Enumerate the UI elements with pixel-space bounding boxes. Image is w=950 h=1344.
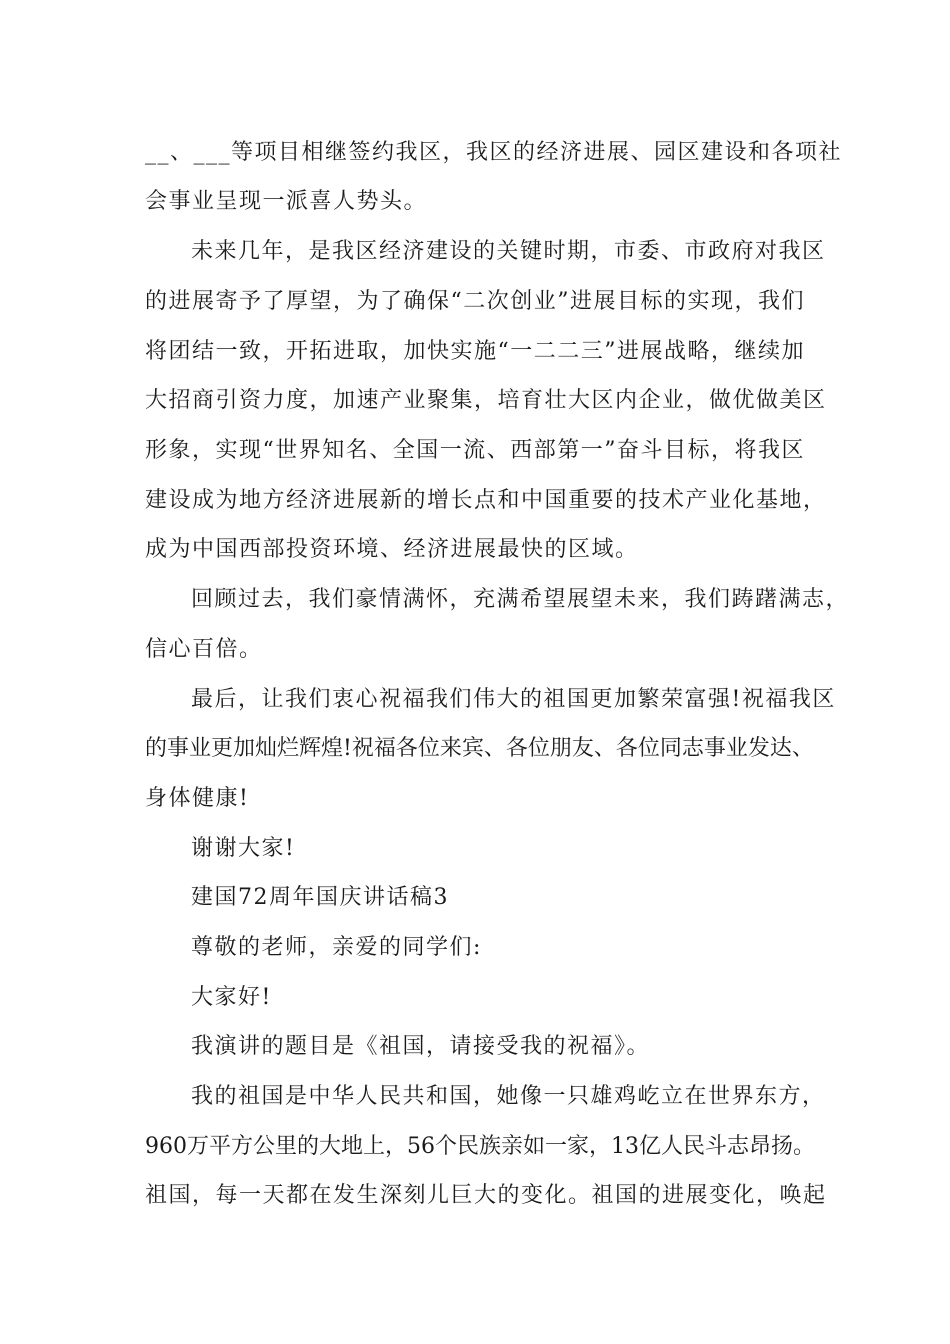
text-line: 的事业更加灿烂辉煌!祝福各位来宾、各位朋友、各位同志事业发达、 xyxy=(145,736,814,761)
text-line: __、___等项目相继签约我区，我区的经济进展、园区建设和各项社 xyxy=(145,140,843,165)
text-line: 大招商引资力度，加速产业聚集，培育壮大区内企业，做优做美区 xyxy=(145,388,827,413)
text-line: 回顾过去，我们豪情满怀，充满希望展望未来，我们踌躇满志， xyxy=(191,587,850,612)
text-line: 谢谢大家! xyxy=(191,836,296,861)
text-line: 我的祖国是中华人民共和国，她像一只雄鸡屹立在世界东方， xyxy=(191,1084,826,1109)
text-line: 祖国，每一天都在发生深刻儿巨大的变化。祖国的进展变化，唤起 xyxy=(145,1183,827,1208)
text-line: 建设成为地方经济进展新的增长点和中国重要的技术产业化基地， xyxy=(145,488,827,513)
section-title: 建国72周年国庆讲话稿3 xyxy=(191,885,449,910)
text-line: 960万平方公里的大地上，56个民族亲如一家，13亿人民斗志昂扬。 xyxy=(145,1134,815,1159)
text-line: 的进展寄予了厚望，为了确保“二次创业”进展目标的实现，我们 xyxy=(145,289,805,314)
text-line: 身体健康! xyxy=(145,786,250,811)
text-line: 最后，让我们衷心祝福我们伟大的祖国更加繁荣富强!祝福我区 xyxy=(191,687,836,712)
text-line: 大家好! xyxy=(191,985,272,1010)
text-line: 尊敬的老师，亲爱的同学们: xyxy=(191,935,482,960)
text-line: 将团结一致，开拓进取，加快实施“一二二三”进展战略，继续加 xyxy=(145,339,805,364)
text-line: 未来几年，是我区经济建设的关键时期，市委、市政府对我区 xyxy=(191,239,826,264)
text-line: 会事业呈现一派喜人势头。 xyxy=(145,189,428,214)
text-line: 形象，实现“世界知名、全国一流、西部第一”奋斗目标，将我区 xyxy=(145,438,805,463)
text-line: 成为中国西部投资环境、经济进展最快的区域。 xyxy=(145,537,639,562)
text-line: 我演讲的题目是《祖国，请接受我的祝福》。 xyxy=(191,1034,651,1059)
text-line: 信心百倍。 xyxy=(145,637,263,662)
